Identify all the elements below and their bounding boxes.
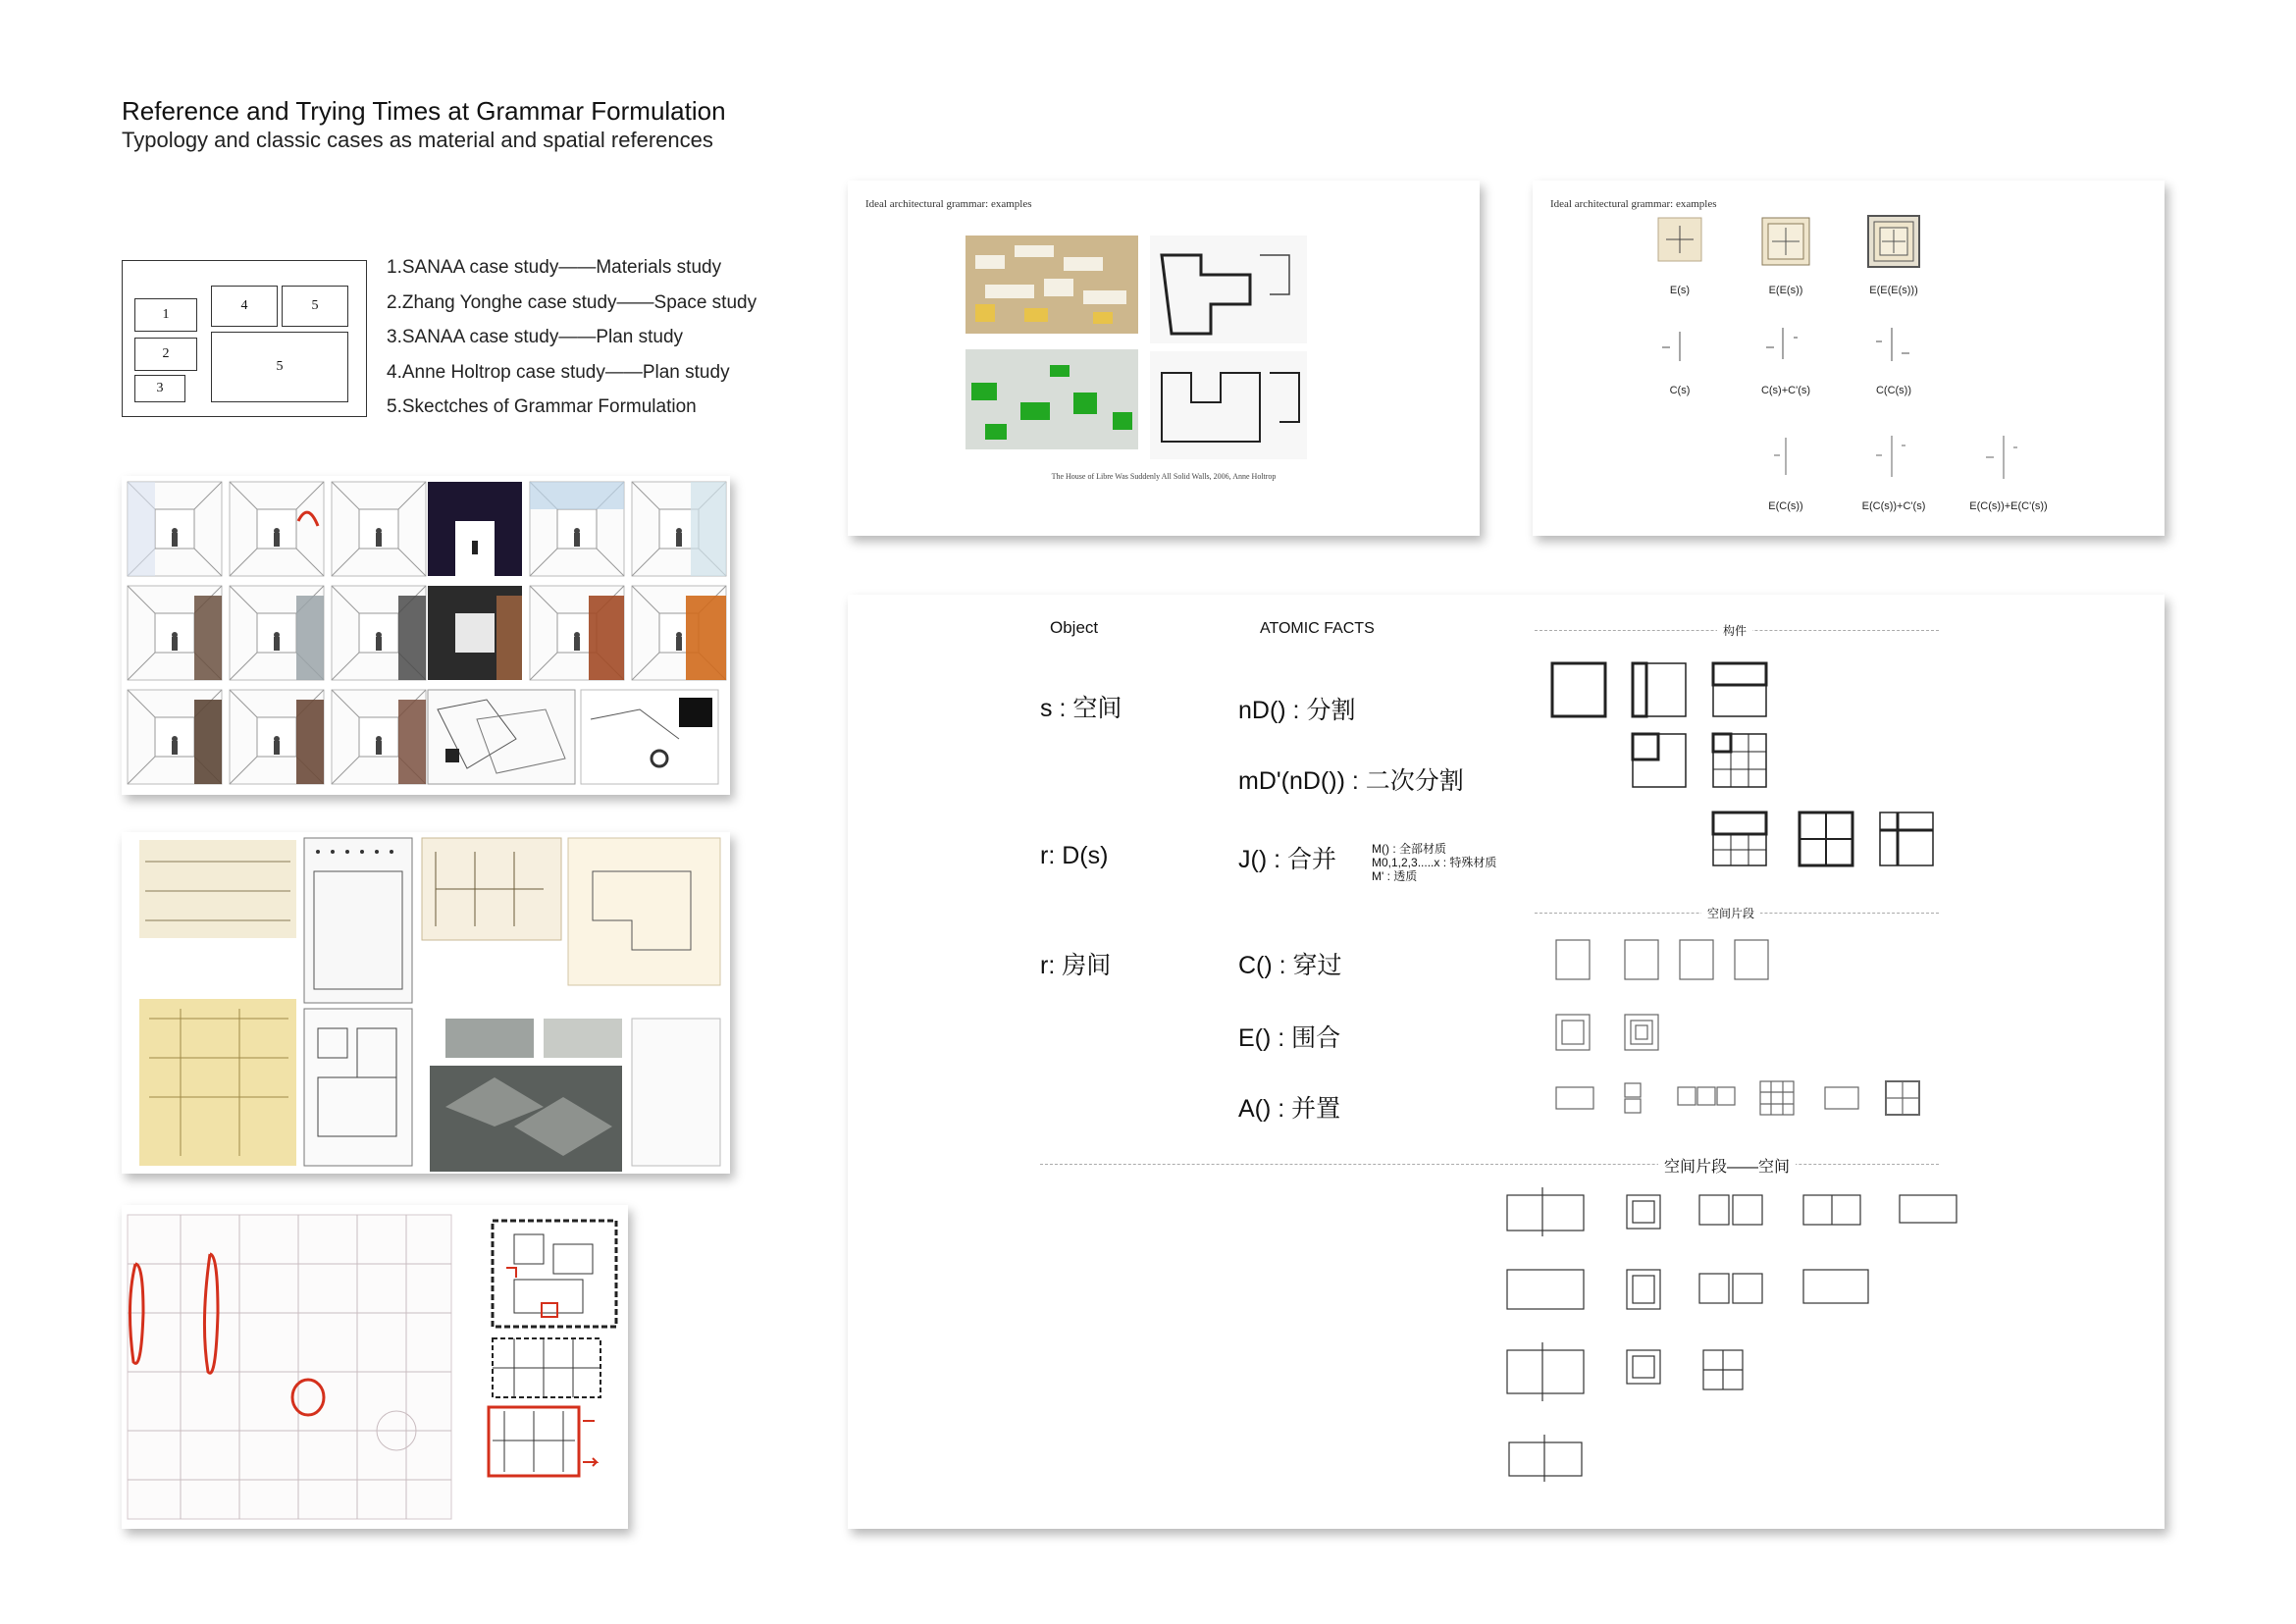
section-label-fragments: 空间片段 bbox=[1701, 905, 1760, 921]
merge-note: M0,1,2,3.....x : 特殊材质 bbox=[1372, 856, 1497, 869]
sanaa-plan-card bbox=[122, 1205, 628, 1529]
page-subtitle: Typology and classic cases as material and spatial references bbox=[122, 128, 713, 152]
legend-item: 1.SANAA case study——Materials study bbox=[387, 257, 722, 278]
object-space: s : 空间 bbox=[1040, 695, 1122, 722]
fact-divide: nD() : 分割 bbox=[1238, 697, 1356, 724]
sanaa-materials-card bbox=[122, 476, 730, 795]
room-perspective-grid bbox=[122, 476, 730, 795]
section-label-fragment-space: 空间片段——空间 bbox=[1658, 1154, 1796, 1177]
card-heading: Ideal architectural grammar: examples bbox=[865, 198, 1032, 210]
symbol-label: E(C(s)) bbox=[1768, 500, 1803, 512]
grammar-examples-card-1 bbox=[848, 181, 1480, 536]
symbol-label: C(C(s)) bbox=[1875, 385, 1912, 396]
merge-note: M() : 全部材质 bbox=[1372, 842, 1446, 856]
symbol-label: C(s) bbox=[1669, 385, 1691, 396]
symbol-label: E(C(s))+C'(s) bbox=[1861, 500, 1926, 512]
zhang-yonghe-drawings bbox=[122, 832, 730, 1174]
legend-box-1: 1 bbox=[134, 298, 197, 332]
symbol-label: E(s) bbox=[1669, 285, 1691, 296]
legend-list bbox=[387, 250, 757, 425]
figure-caption: The House of Libre Was Suddenly All Solid Walls, 2006, Anne Holtrop bbox=[1051, 472, 1277, 481]
page-title: Reference and Trying Times at Grammar Formulation bbox=[122, 96, 726, 126]
section-label-components: 构件 bbox=[1717, 622, 1752, 639]
legend-item: 5.Skectches of Grammar Formulation bbox=[387, 396, 697, 417]
grammar-diagram-symbols bbox=[848, 595, 2165, 1529]
fact-enclose: E() : 围合 bbox=[1238, 1024, 1341, 1052]
object-division: r: D(s) bbox=[1040, 842, 1109, 869]
zhang-yonghe-card bbox=[122, 832, 730, 1174]
legend-box-4: 4 bbox=[211, 286, 278, 327]
object-room: r: 房间 bbox=[1040, 952, 1112, 979]
plan-sketch bbox=[122, 1205, 628, 1529]
atomic-facts-card bbox=[848, 595, 2165, 1529]
card-heading: Ideal architectural grammar: examples bbox=[1550, 198, 1717, 210]
column-header-object: Object bbox=[1050, 618, 1099, 637]
symbol-label: E(C(s))+E(C'(s)) bbox=[1969, 500, 2048, 512]
column-header-atomic-facts: ATOMIC FACTS bbox=[1260, 620, 1375, 637]
legend-item: 2.Zhang Yonghe case study——Space study bbox=[387, 291, 757, 313]
legend-item: 4.Anne Holtrop case study——Plan study bbox=[387, 361, 730, 383]
legend-item: 3.SANAA case study——Plan study bbox=[387, 327, 684, 347]
fact-merge: J() : 合并 bbox=[1238, 846, 1336, 873]
legend-box-2: 2 bbox=[134, 338, 197, 371]
merge-note: M' : 透质 bbox=[1372, 869, 1418, 883]
legend-box-3: 3 bbox=[134, 375, 185, 402]
legend-diagram bbox=[122, 260, 367, 417]
fact-juxtapose: A() : 并置 bbox=[1238, 1095, 1341, 1123]
grammar-symbols bbox=[1533, 181, 2165, 536]
fact-subdivide: mD'(nD()) : 二次分割 bbox=[1238, 767, 1464, 795]
symbol-label: C(s)+C'(s) bbox=[1760, 385, 1811, 396]
fact-pass-through: C() : 穿过 bbox=[1238, 952, 1342, 979]
symbol-label: E(E(E(s))) bbox=[1869, 285, 1918, 296]
legend-box-5b: 5 bbox=[211, 332, 348, 402]
holtrop-model-images bbox=[965, 236, 1358, 491]
legend-box-5a: 5 bbox=[282, 286, 348, 327]
symbol-label: E(E(s)) bbox=[1768, 285, 1803, 296]
grammar-examples-card-2 bbox=[1533, 181, 2165, 536]
